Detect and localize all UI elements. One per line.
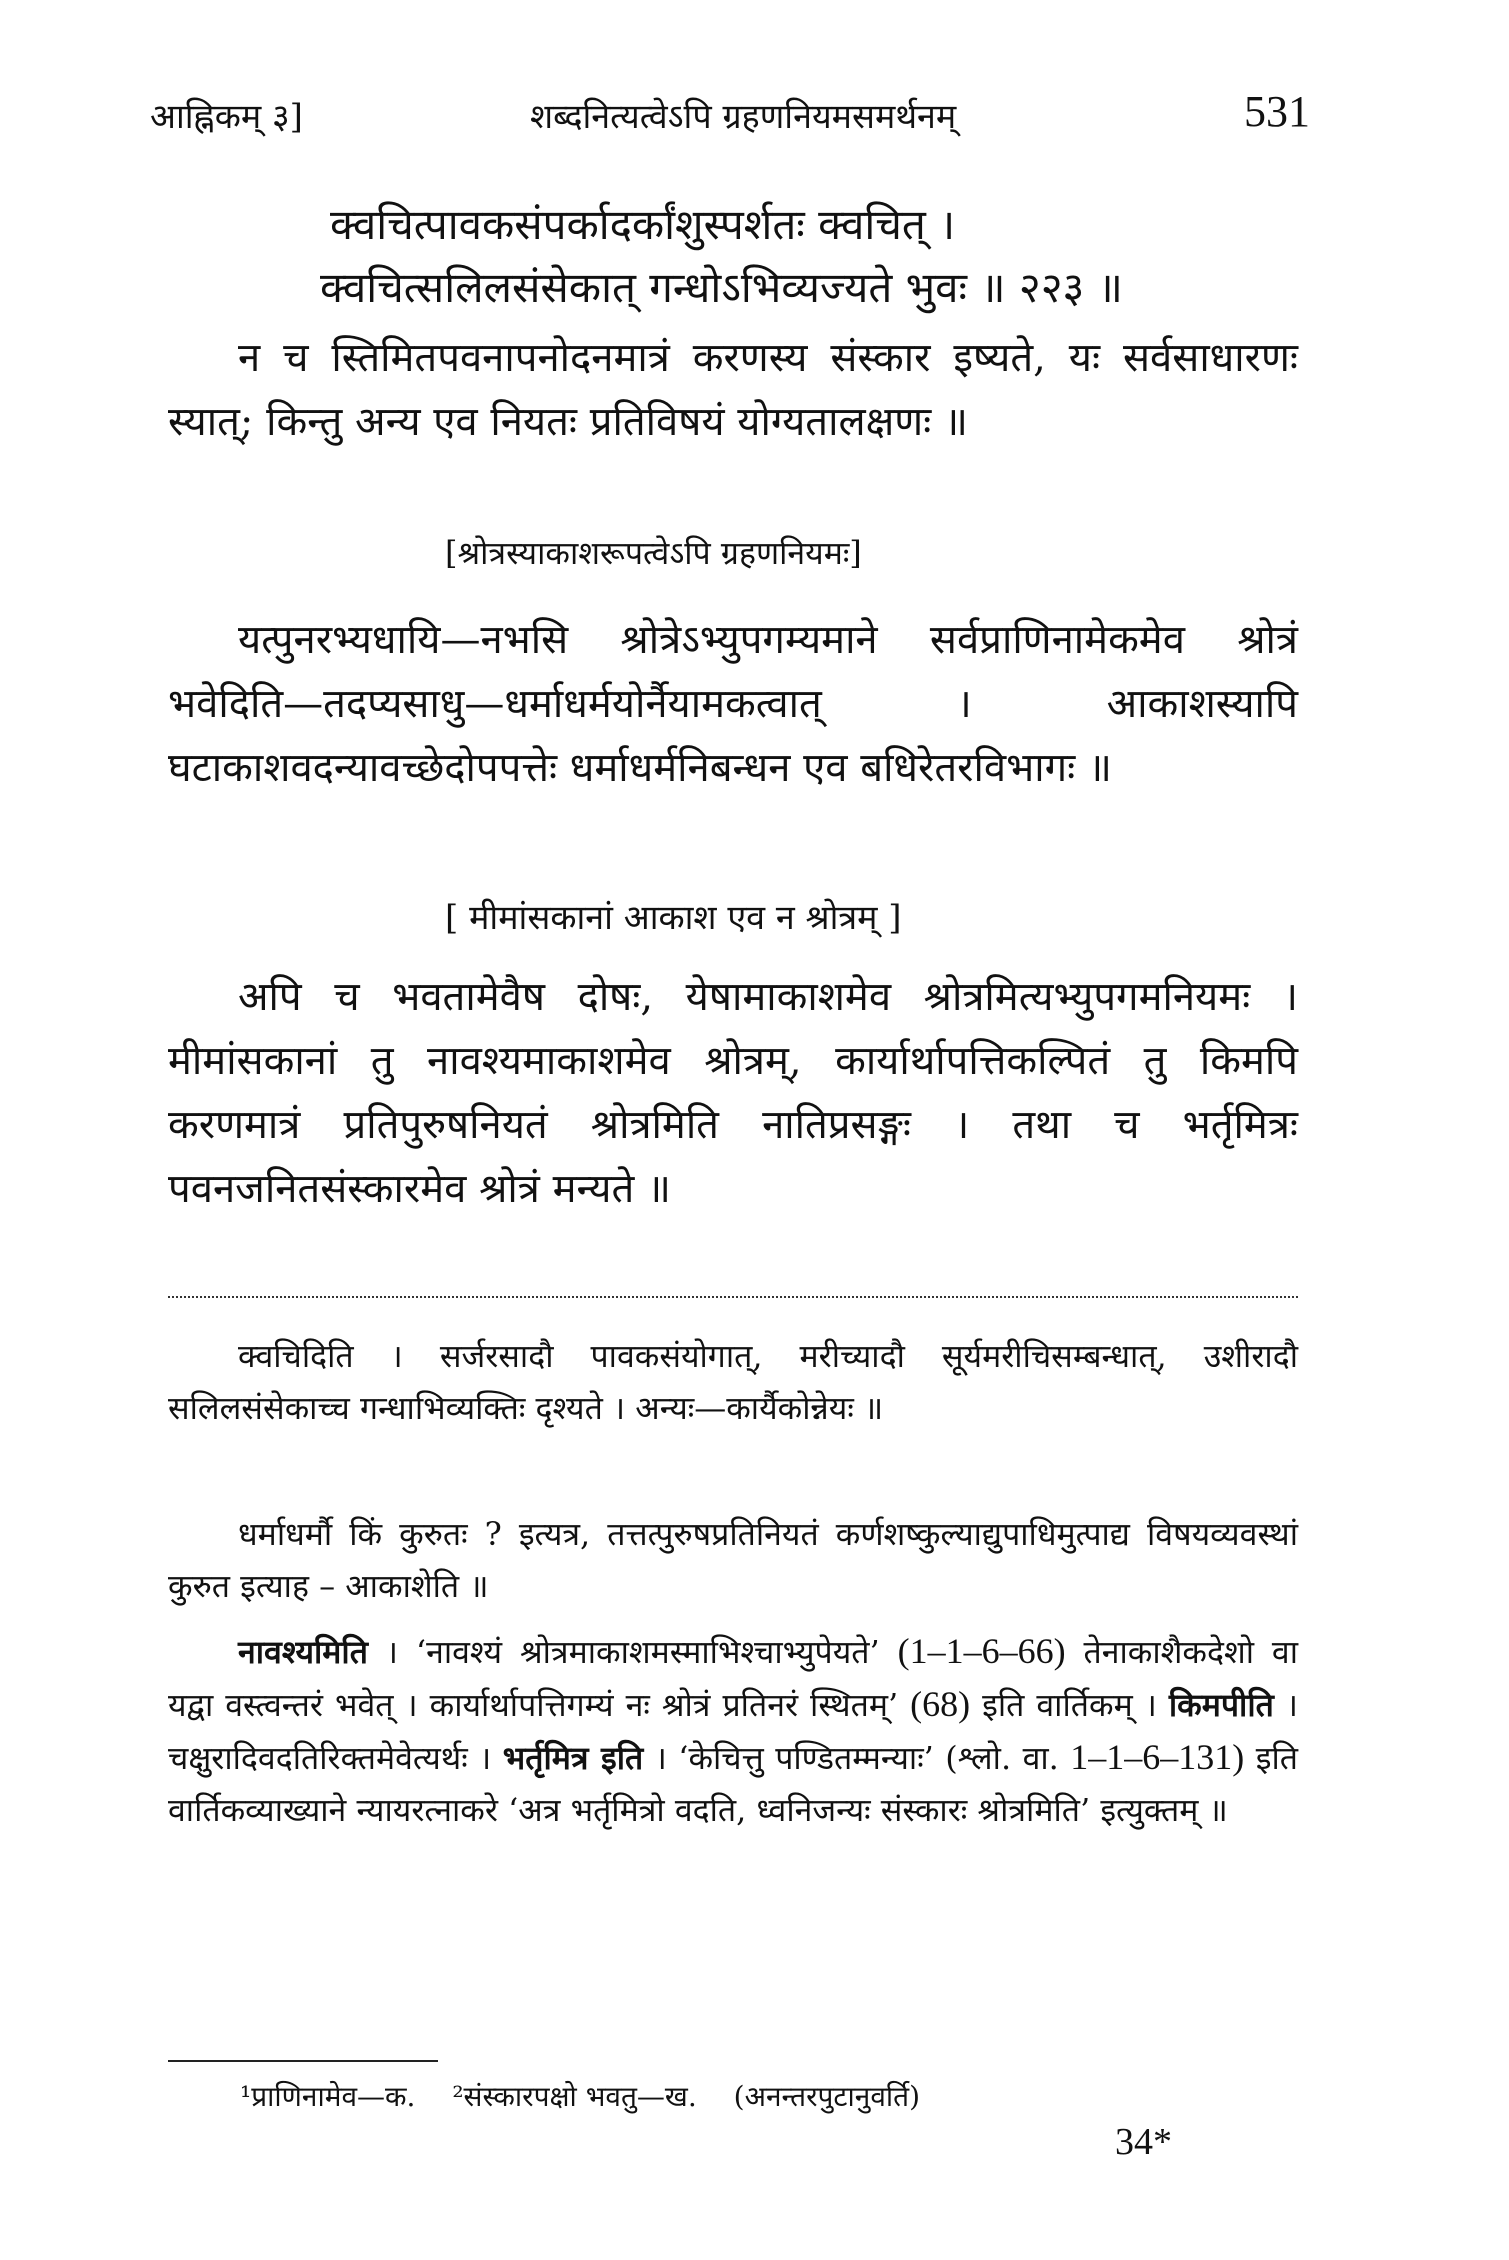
header-title: शब्दनित्यत्वेऽपि ग्रहणनियमसमर्थनम् — [530, 97, 957, 137]
commentary-2 — [168, 1508, 1298, 1612]
paragraph-3-text: अपि च भवतामेवैष दोषः, येषामाकाशमेव श्रोत्रमित्यभ्युपगमनियमः । मीमांसकानां तु नावश्यमाकाशमेव श्रोत्रम्, कार्यार्थापत्तिकल्पितं तु किमपि करणमात्रं प्रतिपुरुषनियतं श्रोत्रमिति नातिप्रसङ्गः । तथा च भर्तृमित्रः पवनजनितसंस्कारमेव श्रोत्रं मन्यते ॥ — [168, 974, 1298, 1212]
paragraph-3 — [168, 965, 1298, 1221]
footnote-1: ¹प्राणिनामेव—क. — [240, 2080, 416, 2113]
lemma-navashyam: नावश्यमिति — [238, 1633, 368, 1671]
commentary-3-part-f: इति वार्तिकव्याख्याने न्यायरत्नाकरे ‘अत्र भर्तृमित्रो वदति, ध्वनिजन्यः संस्कारः श्रोत्रमिति’ इत्युक्तम् ॥ — [168, 1739, 1298, 1829]
running-header — [150, 87, 1310, 152]
footnote-2: ²संस्कारपक्षो भवतु—ख. — [452, 2080, 697, 2113]
lemma-bhartrmitra: भर्तृमित्र इति — [502, 1739, 644, 1777]
commentary-2-text: धर्माधर्मौ किं कुरुतः ? इत्यत्र, तत्तत्पुरुषप्रतिनियतं कर्णशष्कुल्याद्युपाधिमुत्पाद्य विषयव्यवस्थां कुरुत इत्याह – आकाशेति ॥ — [168, 1515, 1298, 1605]
paragraph-1 — [168, 326, 1298, 454]
verse-line-2: क्वचित्सलिलसंसेकात् गन्धोऽभिव्यज्यते भुवः ॥ २२३ ॥ — [320, 263, 1123, 312]
footnotes — [240, 2075, 1300, 2119]
commentary-3 — [168, 1625, 1298, 1836]
commentary-3-part-e: । ‘केचित्तु पण्डितम्मन्याः’ (श्लो. वा. — [643, 1739, 1071, 1777]
reference-3: 1–1–6–131) — [1070, 1737, 1245, 1777]
reference-2: (68) — [910, 1684, 971, 1724]
commentary-3-part-d: । चक्षुरादिवदतिरिक्तमेवेत्यर्थः । — [168, 1686, 1298, 1777]
section-heading-1: [श्रोत्रस्याकाशरूपत्वेऽपि ग्रहणनियमः] — [445, 534, 862, 572]
commentary-divider — [168, 1296, 1298, 1298]
commentary-3-part-c: इति वार्तिकम् । — [970, 1686, 1169, 1724]
footnote-continuation: (अनन्तरपुटानुवर्ति) — [733, 2080, 921, 2113]
signature-mark: 34* — [1115, 2121, 1172, 2163]
section-label: आह्निकम् ३] — [150, 97, 303, 137]
footnote-rule — [168, 2060, 438, 2062]
paragraph-2-text: यत्पुनरभ्यधायि—नभसि श्रोत्रेऽभ्युपगम्यमाने सर्वप्राणिनामेकमेव श्रोत्रं भवेदिति—तदप्यसाधु—धर्माधर्मयोर्नैयामकत्वात् । आकाशस्यापि घटाकाशवदन्यावच्छेदोपपत्तेः धर्माधर्मनिबन्धन एव बधिरेतरविभागः ॥ — [168, 617, 1298, 791]
page-number: 531 — [1244, 87, 1310, 136]
commentary-1-text: क्वचिदिति । सर्जरसादौ पावकसंयोगात्, मरीच्यादौ सूर्यमरीचिसम्बन्धात्, उशीरादौ सलिलसंसेकाच्च गन्धाभिव्यक्तिः दृश्यते । अन्यः—कार्यैकोन्नेयः ॥ — [168, 1337, 1298, 1427]
commentary-3-part-a: । ‘नावश्यं श्रोत्रमाकाशमस्माभिश्चाभ्युपेयते’ — [367, 1633, 898, 1671]
commentary-3-part-b: तेनाकाशैकदेशो वा यद्वा वस्त्वन्तरं भवेत् । कार्यार्थापत्तिगम्यं नः श्रोत्रं प्रतिनरं स्थितम्’ — [168, 1633, 1298, 1724]
commentary-1 — [168, 1330, 1298, 1434]
section-heading-2: [ मीमांसकानां आकाश एव न श्रोत्रम् ] — [445, 898, 902, 938]
reference-1: (1–1–6–66) — [897, 1631, 1066, 1671]
verse-line-1: क्वचित्पावकसंपर्कादर्कांशुस्पर्शतः क्वचित् । — [330, 200, 956, 249]
paragraph-2 — [168, 608, 1298, 800]
paragraph-1-text: न च स्तिमितपवनापनोदनमात्रं करणस्य संस्कार इष्यते, यः सर्वसाधारणः स्यात्; किन्तु अन्य एव नियतः प्रतिविषयं योग्यतालक्षणः ॥ — [168, 335, 1298, 445]
lemma-kimapi: किमपीति — [1168, 1686, 1274, 1724]
